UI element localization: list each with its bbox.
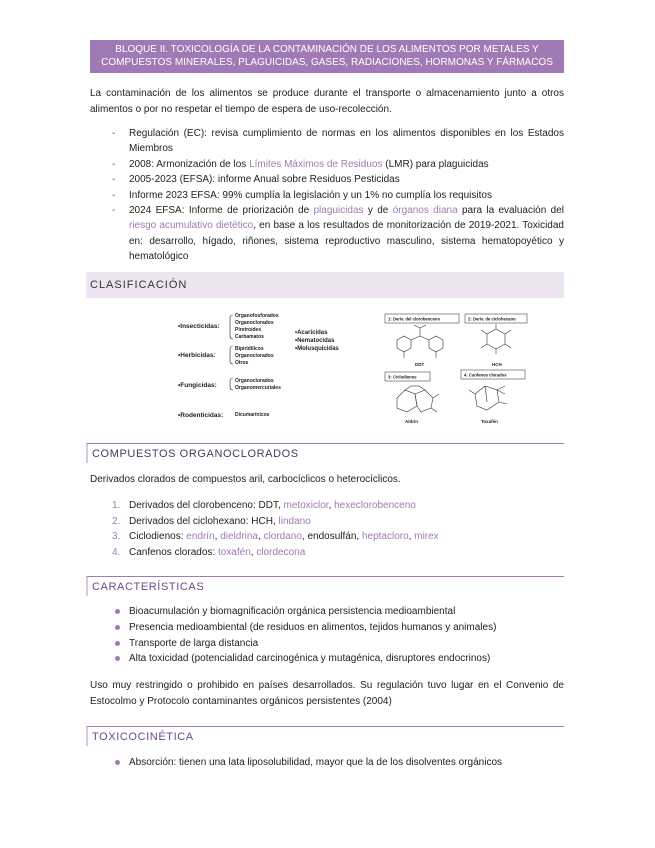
organoclorados-list — [112, 498, 564, 560]
section-heading-clasificacion: CLASIFICACIÓN — [86, 272, 564, 298]
list-item: 3. Ciclodienos: endrín, dieldrina, clordano, endosulfán, heptacloro, mirex — [112, 531, 439, 543]
regulation-list — [112, 126, 564, 265]
figure-label-rodenticidas: •Rodenticidas: — [178, 412, 224, 419]
list-item: - 2005-2023 (EFSA): informe Anual sobre Residuos Pesticidas — [112, 172, 564, 187]
figure-item: Piretroides — [235, 327, 262, 333]
title-line-1: BLOQUE II. TOXICOLOGÍA DE LA CONTAMINACIÓN DE LOS ALIMENTOS POR METALES Y — [115, 44, 539, 55]
list-item: 4. Canfenos clorados: toxafén, clordecona — [112, 546, 306, 558]
document-title-banner — [90, 40, 564, 73]
list-item: Transporte de larga distancia — [112, 636, 564, 652]
highlight-term: órganos diana — [392, 205, 458, 217]
figure-item: Organoclorados — [235, 320, 274, 326]
highlight-term: Límites Máximos de Residuos — [249, 158, 383, 170]
figure-item: Organoclorados — [235, 378, 274, 384]
classification-figure — [175, 310, 540, 430]
aldrin-structure — [397, 386, 439, 412]
figure-structure-label: Toxafén — [481, 419, 498, 424]
list-item: - 2024 EFSA: Informe de priorización de plaguicidas y de órganos diana para la evaluación del riesgo acumulativo dietético, en base a los resultados de monitorización de 2019-2021. Toxicidad en: desarrollo, hígado, riñones, sistema reproductivo masculino, sistema hematopoyético y hematológico — [112, 203, 564, 265]
figure-label-nematocidas: •Nematocidas — [295, 338, 335, 344]
figure-structure-label: DDT — [415, 362, 425, 367]
toxicocinetica-list — [112, 755, 564, 771]
caracteristicas-note: Uso muy restringido o prohibido en países desarrollados. Su regulación tuvo lugar en el Convenio de Estocolmo y Protocolo contaminantes orgánicos persistentes (2004) — [90, 680, 564, 707]
hch-structure — [481, 324, 511, 354]
section-heading-organoclorados: COMPUESTOS ORGANOCLORADOS — [86, 443, 564, 463]
list-item: Presencia medioambiental (de residuos en alimentos, tejidos humanos y animales) — [112, 620, 564, 636]
intro-paragraph: La contaminación de los alimentos se produce durante el transporte o almacenamiento junto a otros alimentos o por no respetar el tiempo de espera de uso-recolección. — [90, 88, 564, 115]
ddt-structure — [397, 325, 443, 358]
figure-label-herbicidas: •Herbicidas: — [178, 352, 216, 359]
figure-item: Organofosforados — [235, 313, 279, 319]
figure-item: Carbamatos — [235, 334, 264, 340]
toxafen-structure — [469, 386, 507, 410]
figure-box-label: 2: Deriv. de ciclohexano — [468, 316, 516, 322]
figure-label-fungicidas: •Fungicidas: — [178, 382, 217, 389]
figure-box-label: 3: Ciclodienos — [388, 374, 417, 380]
list-item: - Regulación (EC): revisa cumplimiento de normas en los alimentos disponibles en los Estados Miembros — [112, 126, 564, 157]
figure-label-molusquicidas: •Molusquicidas — [295, 346, 339, 352]
list-item: 1. Derivados del clorobenceno: DDT, metoxiclor, hexeclorobenceno — [112, 500, 416, 511]
title-line-2: COMPUESTOS MINERALES, PLAGUICIDAS, GASES, RADIACIONES, HORMONAS Y FÁRMACOS — [101, 57, 553, 68]
highlight-term: plaguicidas — [313, 205, 364, 217]
section-heading-toxicocinetica: TOXICOCINÉTICA — [86, 726, 564, 746]
figure-structure-label: HCH — [492, 362, 502, 367]
organoclorados-intro: Derivados clorados de compuestos aril, carbocíclicos o heterocíclicos. — [90, 474, 401, 485]
section-heading-caracteristicas: CARACTERÍSTICAS — [86, 576, 564, 596]
list-item: 2. Derivados del ciclohexano: HCH, lindano — [112, 515, 311, 527]
highlight-term: riesgo acumulativo dietético — [129, 220, 254, 232]
figure-item: Bipiridilicos — [235, 346, 264, 352]
list-item: - Informe 2023 EFSA: 99% cumplía la legislación y un 1% no cumplía los requisitos — [112, 188, 564, 203]
list-item: Absorción: tienen una lata liposolubilidad, mayor que la de los disolventes orgánicos — [112, 755, 564, 771]
list-item: Alta toxicidad (potencialidad carcinogénica y mutagénica, disruptores endocrinos) — [112, 651, 564, 667]
figure-item: Organoclorados — [235, 353, 274, 359]
figure-item: Organomercuriales — [235, 385, 281, 391]
list-item: Bioacumulación y biomagnificación orgánica persistencia medioambiental — [112, 604, 564, 620]
figure-label-insecticidas: •Insecticidas: — [178, 323, 220, 330]
figure-box-label: 1: Deriv. del clorobenceno — [388, 316, 441, 322]
figure-box-label: 4: Canfenos clorados — [464, 372, 507, 378]
figure-item: Otros — [235, 360, 249, 366]
figure-structure-label: Aldrín — [405, 419, 418, 424]
list-item: - 2008: Armonización de los Límites Máximos de Residuos (LMR) para plaguicidas — [112, 157, 564, 172]
figure-label-acaricidas: •Acaricidas — [295, 330, 328, 336]
caracteristicas-list — [112, 604, 564, 667]
figure-item: Dicumarínicos — [235, 412, 270, 418]
